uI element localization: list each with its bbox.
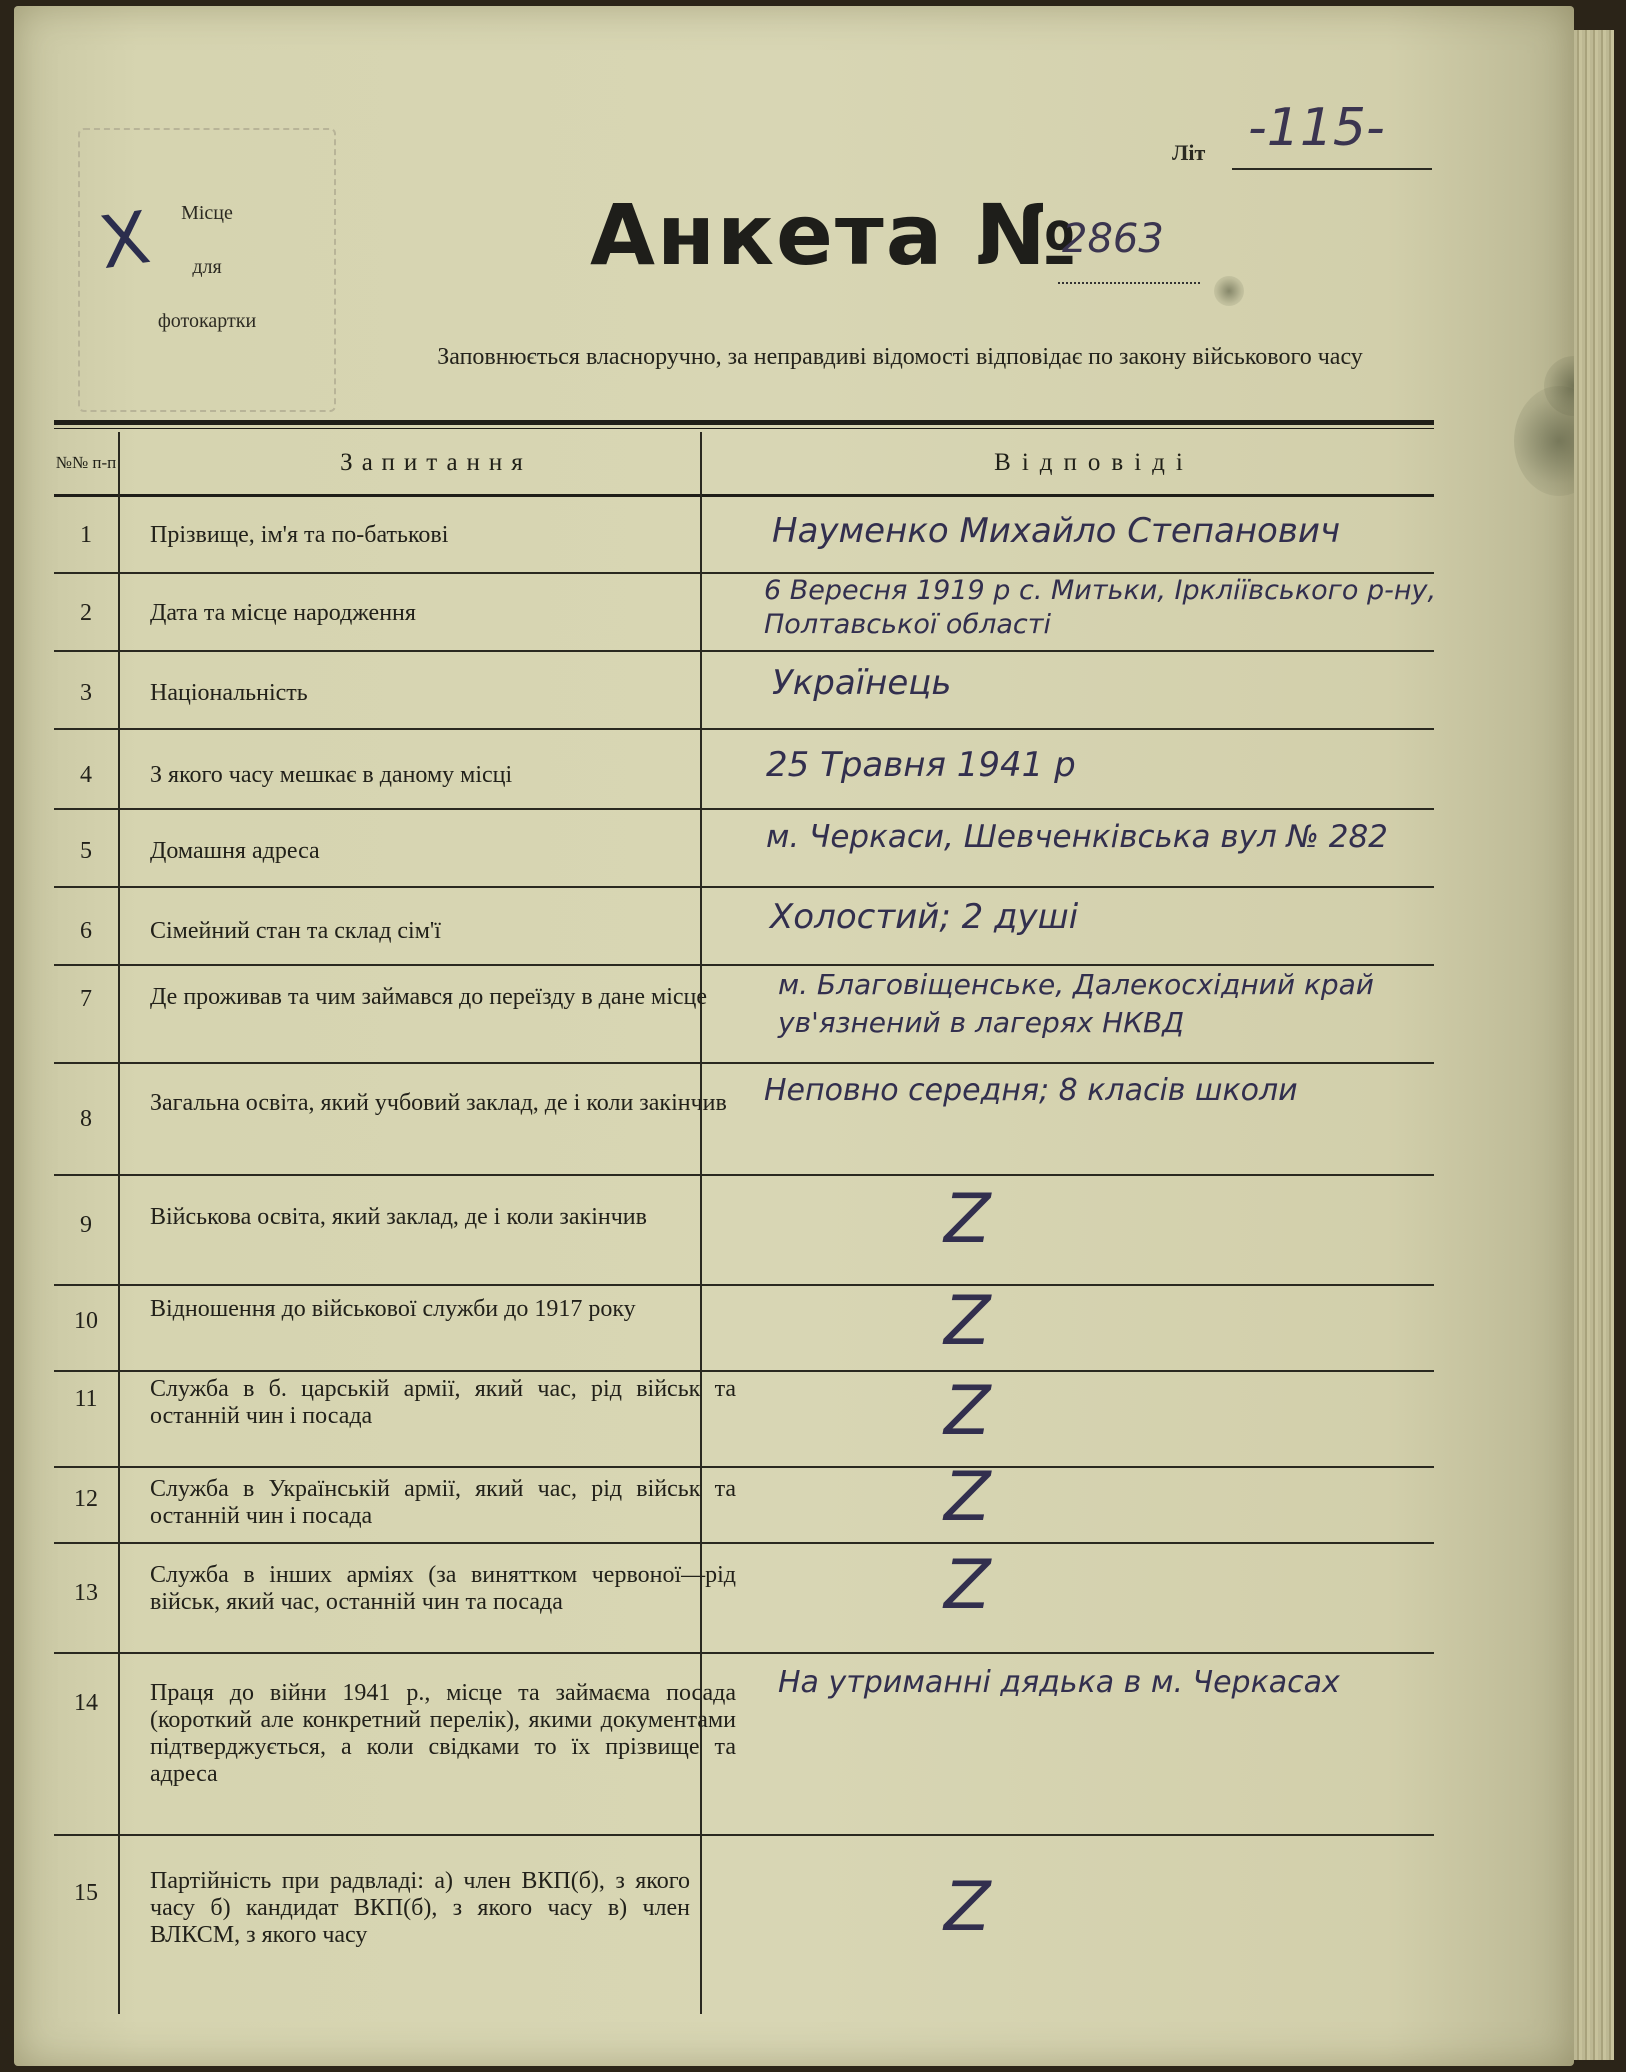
- row-answer-dash: Z: [944, 1180, 991, 1259]
- row-answer: Неповно середня; 8 класів школи: [764, 1073, 1298, 1108]
- form-number: 2863: [1062, 216, 1164, 262]
- row-answer-dash: Z: [944, 1868, 991, 1947]
- row-question: Прізвище, ім'я та по-батькові: [150, 522, 449, 548]
- row-number: 6: [80, 918, 92, 944]
- photo-cross-mark: X: [94, 194, 155, 286]
- table-row: [54, 964, 1434, 1064]
- row-question: Військова освіта, який заклад, де і коли закінчив: [150, 1204, 647, 1230]
- row-answer: На утриманні дядька в м. Черкасах: [778, 1665, 1340, 1700]
- row-answer-dash: Z: [944, 1282, 991, 1361]
- row-answer: 6 Вересня 1919 р с. Митьки, Ірклiївського р-ну, Полтавської області: [764, 575, 1437, 640]
- row-question: Домашня адреса: [150, 838, 320, 864]
- row-question: Праця до війни 1941 р., місце та займаєма посада (короткий але конкретний перелік), якими документами підтверджується, а коли свідками то їх прізвище та адреса: [150, 1680, 736, 1787]
- row-number: 7: [80, 986, 92, 1012]
- table-row: [54, 650, 1434, 730]
- row-number: 4: [80, 762, 92, 788]
- table-top-rule: [54, 420, 1434, 425]
- row-question: Партійність при радвладі: а) член ВКП(б), з якого часу б) кандидат ВКП(б), з якого часу в) член ВЛКСМ, з якого часу: [150, 1868, 690, 1948]
- row-answer-dash: Z: [944, 1372, 991, 1451]
- photo-label-line-1: Місце: [181, 202, 233, 224]
- row-answer-dash: Z: [944, 1458, 991, 1537]
- row-question: З якого часу мешкає в даному місці: [150, 762, 513, 788]
- table-row: [54, 1284, 1434, 1372]
- table-row: [54, 572, 1437, 652]
- table-row: [54, 1458, 1434, 1544]
- col-header-answer: Відповіді: [994, 449, 1194, 476]
- table-row: [54, 1834, 1434, 2014]
- table-row: [54, 728, 1434, 810]
- table-row: [54, 1542, 1434, 1654]
- row-number: 13: [74, 1580, 98, 1606]
- row-number: 9: [80, 1212, 92, 1238]
- table-row: [54, 1062, 1434, 1176]
- table-row: [54, 494, 1434, 574]
- row-number: 5: [80, 838, 92, 864]
- form-number-line: [1058, 282, 1200, 284]
- row-number: 14: [74, 1690, 98, 1716]
- photo-label-line-3: фотокартки: [157, 310, 257, 332]
- row-number: 8: [80, 1106, 92, 1132]
- table-row: [54, 808, 1434, 888]
- row-number: 1: [80, 522, 92, 548]
- row-question: Дата та місце народження: [150, 600, 416, 626]
- row-question: Загальна освіта, який учбовий заклад, де і коли закінчив: [150, 1090, 727, 1116]
- table-row: [54, 1370, 1434, 1468]
- col-header-question: Запитання: [340, 449, 532, 476]
- row-question: Сімейний стан та склад сім'ї: [150, 918, 441, 944]
- sheet-number: -115-: [1248, 98, 1385, 158]
- row-question: Національність: [150, 680, 308, 706]
- row-question: Де проживав та чим займався до переїзду в дане місце: [150, 984, 708, 1010]
- row-number: 2: [80, 600, 92, 626]
- row-question: Служба в б. царській армії, який час, рід військ та останній чин і посада: [150, 1376, 736, 1429]
- row-question: Відношення до військової служби до 1917 року: [150, 1296, 636, 1322]
- row-number: 12: [74, 1486, 98, 1512]
- form-instructions: Заповнюється власноручно, за неправдиві відомості відповідає по закону військового часу: [437, 344, 1363, 370]
- row-number: 15: [74, 1880, 98, 1906]
- row-answer: Холостий; 2 душі: [770, 897, 1079, 937]
- sheet-number-line: [1232, 168, 1432, 170]
- page-stack-edge: [1574, 30, 1614, 2060]
- sheet-label: Літ: [1172, 140, 1206, 165]
- table-header: [54, 432, 1434, 497]
- table-top-rule-thin: [54, 428, 1434, 429]
- row-answer: 25 Травня 1941 р: [766, 745, 1076, 785]
- row-question: Служба в Українській армії, який час, рід військ та останній чин і посада: [150, 1476, 736, 1529]
- row-answer: м. Благовіщенське, Далекосхідний край ув'язнений в лагерях НКВД: [778, 968, 1374, 1039]
- col-header-number: №№ п-п: [55, 453, 117, 472]
- ink-stain: [1214, 276, 1244, 306]
- table-row: [54, 1652, 1434, 1836]
- row-answer-dash: Z: [944, 1546, 991, 1625]
- row-question: Служба в інших арміях (за виняттком червоної—рід військ, який час, останній чин та посада: [150, 1562, 736, 1615]
- row-number: 10: [74, 1308, 98, 1334]
- row-number: 11: [74, 1386, 98, 1412]
- row-number: 3: [80, 680, 92, 706]
- table-row: [54, 1174, 1434, 1286]
- photo-label-line-2: для: [192, 256, 222, 278]
- row-answer: м. Черкаси, Шевченківська вул № 282: [766, 819, 1388, 855]
- row-answer: Українець: [772, 663, 952, 703]
- table-row: [54, 886, 1434, 966]
- form-title: Анкета №: [590, 186, 1079, 284]
- row-answer: Науменко Михайло Степанович: [772, 511, 1341, 551]
